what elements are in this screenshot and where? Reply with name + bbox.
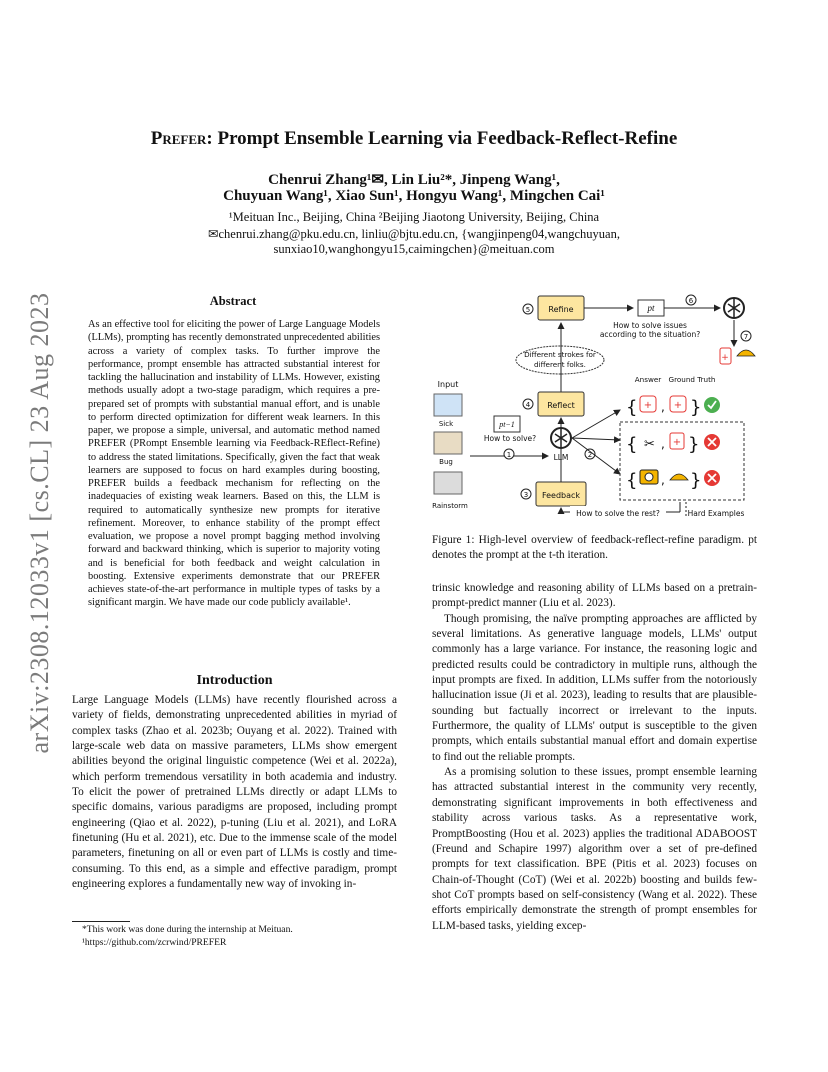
- reflect-label: Reflect: [547, 401, 575, 410]
- svg-text:{: {: [626, 397, 638, 418]
- step-2: 2: [587, 451, 593, 459]
- affiliation-line-2: ✉chenrui.zhang@pku.edu.cn, linliu@bjtu.edu.cn, {wangjinpeng04,wangchuyuan,: [208, 227, 620, 241]
- svg-text:{: {: [626, 470, 638, 491]
- title-method-name: Prefer: [150, 128, 207, 149]
- how-to-solve-rest-label: How to solve the rest?: [576, 509, 660, 518]
- svg-text:}: }: [690, 470, 702, 491]
- step-3: 3: [523, 491, 529, 499]
- affiliation-line-1: ¹Meituan Inc., Beijing, China ²Beijing Jiaotong University, Beijing, China: [228, 210, 600, 224]
- pt-label: pt: [647, 303, 655, 313]
- ground-truth-header: Ground Truth: [668, 375, 716, 384]
- abstract-heading: Abstract: [209, 294, 257, 308]
- bug-label: Bug: [439, 458, 453, 466]
- step-7: 7: [743, 333, 749, 341]
- svg-text:,: ,: [661, 437, 665, 451]
- sick-image-icon: [434, 394, 462, 416]
- svg-text:,: ,: [661, 400, 665, 414]
- svg-text:}: }: [688, 434, 700, 455]
- rainstorm-image-icon: [434, 472, 462, 494]
- svg-text:,: ,: [661, 473, 665, 487]
- right-paragraph-2: Though promising, the naïve prompting approaches are afflicted by several limitations. As generative language models, LLMs' output commonly has a large variance. For instance, the reasoning logic and predicted results could be contradictory in multiple runs, although the input prompts are fixed. In addition, LLMs suffer from the notoriously hallucination issue (Ji et al. 2023), leading to results that are plausible-sounding but factually incorrect or irrelevant to the inputs. Furthermore, the quality of LLMs' output is susceptible to the given prompts, which entails substantial manual effort and domain expertise to find out the reliable prompts.: [432, 612, 757, 763]
- question-line-1: How to solve issues: [613, 321, 687, 330]
- paper-title: [60, 128, 768, 150]
- authors-line-2: Chuyuan Wang¹, Xiao Sun¹, Hongyu Wang¹, Mingchen Cai¹: [223, 188, 605, 204]
- svg-text:+: +: [643, 400, 653, 411]
- rainstorm-label: Rainstorm: [432, 502, 468, 510]
- right-paragraph-3: As a promising solution to these issues, prompt ensemble learning has attracted substantial interest in the community very recently, demonstrating significant improvements in both effectiveness and stability across various tasks. As a representative work, PromptBoosting (Hou et al. 2023) applies the traditional ADABOOST (Freund and Schapire 1997) algorithm over a set of pre-defined prompts for text classification. BPE (Pitis et al. 2023) focuses on Chain-of-Thought (CoT) (Wei et al. 2022b) boosting and builds few-shot CoT prompts based on self-consistency (Wang et al. 2022). These efforts empirically demonstrate the strength of prompt ensembles for LLM-based tasks, yielding excep-: [432, 766, 757, 932]
- footnote-2: ¹https://github.com/zcrwind/PREFER: [82, 937, 227, 948]
- step-4: 4: [525, 401, 531, 409]
- introduction-text: Large Language Models (LLMs) have recently flourished across a variety of fields, demonstrating unprecedented abilities in myriad of complex tasks (Zhao et al. 2023b; Ouyang et al. 2022). Trained with large-scale web data on massive parameters, LLMs show emergent abilities beyond the original linguistic competence (Wei et al. 2022a), which perform tremendous versatility in both academia and industry. To elicit the power of pretrained LLMs directly or adapt LLMs to specific domains, various paradigms are proposed, including prompt engineering (Qiao et al. 2022), p-tuning (Liu et al. 2021), and LoRA finetuning (Hu et al. 2021), etc. Due to the immense scale of the model parameters, finetuning on all or even part of LLMs is costly and time-consuming. To this end, as a simple and effective paradigm, prompt engineering explores a fundamentally new way of invoking in-: [72, 694, 397, 891]
- title-rest: : Prompt Ensemble Learning via Feedback-Reflect-Refine: [206, 128, 678, 149]
- step-1: 1: [506, 451, 512, 459]
- footnote-1: *This work was done during the internship at Meituan.: [82, 924, 293, 935]
- bug-image-icon: [434, 432, 462, 454]
- refine-label: Refine: [548, 305, 574, 314]
- right-paragraph-1: trinsic knowledge and reasoning ability of LLMs based on a pretrain-prompt-predict manner (Liu et al. 2023).: [432, 582, 757, 610]
- cloud-line-1: Different strokes for: [524, 350, 596, 359]
- answer-header: Answer: [634, 375, 662, 384]
- umbrella-icon: [737, 350, 755, 356]
- svg-text:+: +: [721, 353, 729, 363]
- figure-1-caption: Figure 1: High-level overview of feedback-reflect-refine paradigm. pt denotes the prompt at the t-th iteration.: [432, 534, 757, 562]
- hard-examples-label: Hard Examples: [687, 509, 745, 518]
- step-6: 6: [688, 297, 694, 305]
- truth-3-umbrella-icon: [670, 474, 688, 480]
- llm-label: LLM: [553, 453, 569, 462]
- step-5: 5: [525, 306, 531, 314]
- svg-text:+: +: [673, 400, 683, 411]
- svg-text:}: }: [690, 397, 702, 418]
- answer-2-icon: ✂: [644, 437, 655, 452]
- arxiv-identifier: arXiv:2308.12033v1 [cs.CL] 23 Aug 2023: [25, 292, 54, 754]
- sick-label: Sick: [438, 420, 454, 428]
- right-column-text: [432, 581, 757, 934]
- affiliation-line-3: sunxiao10,wanghongyu15,caimingchen}@meituan.com: [273, 242, 555, 256]
- introduction-heading: Introduction: [196, 673, 273, 688]
- cloud-line-2: different folks.: [534, 360, 586, 369]
- figure-1-diagram: [430, 290, 764, 520]
- svg-text:{: {: [626, 434, 638, 455]
- svg-text:+: +: [672, 437, 682, 448]
- input-label: Input: [437, 380, 459, 389]
- arxiv-sidebar: [22, 283, 58, 763]
- how-to-solve-label: How to solve?: [483, 434, 537, 443]
- footnote-rule: [72, 921, 130, 922]
- correct-check-icon: [704, 397, 720, 413]
- abstract-text: As an effective tool for eliciting the power of Large Language Models (LLMs), prompting has recently demonstrated unprecedented abilities across a variety of complex tasks. To further improve the performance, prompt ensemble has attracted substantial interest for tackling the hallucination and instability of LLMs. However, existing methods usually adopt a two-stage paradigm, which requires a pre-prepared set of prompts with substantial manual effort, and is unable to perform directed optimization for different weak learners. In this paper, we propose a simple, universal, and automatic method named PREFER (PRompt Ensemble learning via Feedback-REflect-Refine) to address the stated limitations. Specifically, given the fact that weak learners are supposed to focus on hard examples during boosting, PREFER builds a feedback mechanism for reflecting on the inadequacies of existing weak learners. Based on this, the LLM is required to automatically synthesize new prompts for iterative refinement. Moreover, to enhance stability of the prompt effect evaluation, we propose a novel prompt bagging method involving forward and backward thinking, which is superior to majority voting and is beneficial for both feedback and weight calculation in boosting. Extensive experiments demonstrate that our PREFER achieves state-of-the-art performance in multiple types of tasks by a significant margin. We have made our code publicly available¹.: [88, 319, 380, 609]
- feedback-label: Feedback: [541, 491, 581, 500]
- llm-logo-top-icon: [724, 298, 744, 318]
- pt-minus-1-label: pt−1: [499, 420, 515, 429]
- question-line-2: according to the situation?: [599, 330, 701, 339]
- authors-line-1: Chenrui Zhang¹✉, Lin Liu²*, Jinpeng Wang¹,: [268, 172, 560, 188]
